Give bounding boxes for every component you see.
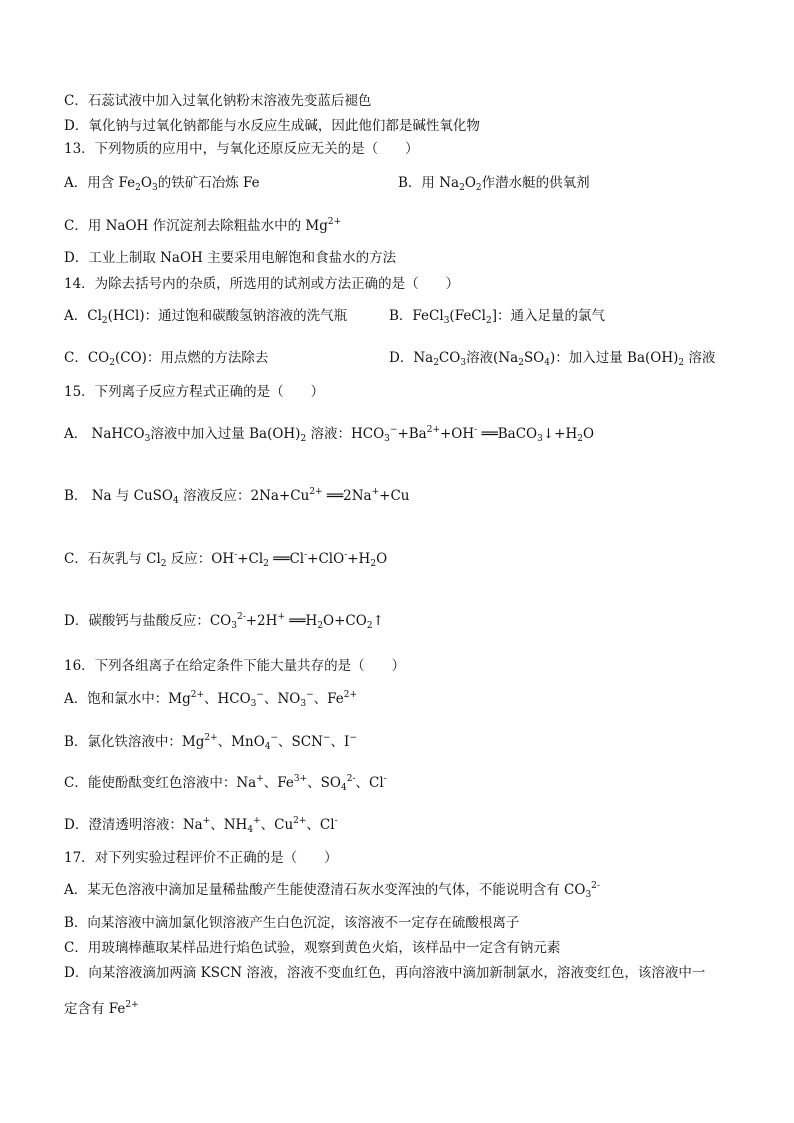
- text-segment: 2+: [327, 217, 342, 227]
- text-segment: C．石蕊试液中加入过氧化钠粉末溶液先变蓝后褪色: [64, 93, 372, 109]
- text-segment: +: [277, 612, 285, 622]
- text-segment: D．Na: [389, 350, 434, 366]
- line-q13d: [64, 249, 396, 267]
- text-segment: 2: [160, 559, 167, 569]
- text-segment: +Ba: [397, 426, 427, 442]
- line-text: [64, 1001, 139, 1017]
- text-segment: 2: [459, 183, 465, 193]
- line-q17b: [64, 914, 519, 932]
- line-q17d: [64, 964, 705, 982]
- line-q17c: [64, 939, 560, 957]
- line-text: [64, 276, 459, 292]
- text-segment: 作潜水艇的供氧剂: [481, 175, 590, 191]
- line-q13a-option-right: [398, 174, 590, 192]
- text-segment: 2: [485, 316, 492, 326]
- text-segment: 、NH: [210, 817, 248, 833]
- text-segment: +ClO: [307, 551, 345, 567]
- text-segment: B．用 Na: [398, 175, 460, 191]
- line-text: [64, 118, 480, 134]
- text-segment: 2: [135, 183, 141, 193]
- text-segment: 、Fe: [263, 775, 294, 791]
- text-segment: 2-: [591, 881, 600, 891]
- text-segment: 4: [264, 742, 271, 752]
- text-segment: C．能使酚酞变红色溶液中：Na: [64, 775, 257, 791]
- text-segment: 、SCN: [278, 734, 323, 750]
- text-segment: A． NaHCO: [64, 426, 145, 442]
- text-segment: 2: [101, 316, 108, 326]
- text-segment: 2+: [190, 690, 204, 700]
- text-segment: ══H: [284, 613, 318, 629]
- text-segment: 、Fe: [313, 691, 344, 707]
- text-segment: ↓+H: [542, 426, 578, 442]
- text-segment: 2: [577, 434, 583, 444]
- line-q17: [64, 849, 338, 867]
- line-text: [64, 915, 519, 931]
- text-segment: A．饱和氯水中：Mg: [64, 691, 191, 707]
- text-segment: +2H: [245, 613, 278, 629]
- text-segment: 、I: [330, 734, 350, 750]
- line-text: [64, 734, 357, 750]
- text-segment: A．某无色溶液中滴加足量稀盐酸产生能使澄清石灰水变浑浊的气体，不能说明含有 CO: [64, 882, 586, 898]
- text-segment: −: [322, 733, 331, 743]
- text-segment: A．Cl: [64, 308, 102, 324]
- text-segment: 的铁矿石冶炼 Fe: [157, 175, 260, 191]
- text-segment: B．FeCl: [389, 308, 444, 324]
- text-segment: 3: [443, 316, 450, 326]
- line-q16d: [64, 816, 338, 834]
- text-segment: D．碳酸钙与盐酸反应：CO: [64, 613, 232, 629]
- text-segment: +H: [347, 551, 371, 567]
- line-text: [64, 613, 384, 629]
- text-segment: A．用含 Fe: [64, 175, 136, 191]
- text-segment: 、Cl: [306, 817, 335, 833]
- line-q16b: [64, 733, 357, 751]
- text-segment: 定含有 Fe: [64, 1001, 126, 1017]
- text-segment: B．向某溶液中滴加氯化钡溶液产生白色沉淀，该溶液不一定存在硫酸根离子: [64, 915, 520, 931]
- text-segment: CO: [438, 350, 461, 366]
- text-segment: O: [583, 426, 595, 442]
- text-segment: 3: [585, 890, 592, 900]
- text-segment: 2+: [125, 1000, 139, 1010]
- text-segment: SO: [523, 350, 545, 366]
- text-segment: 溶液: [684, 350, 716, 366]
- text-segment: 4: [340, 783, 347, 793]
- text-segment: 2: [300, 434, 307, 444]
- text-segment: 3: [300, 699, 307, 709]
- text-segment: 3: [231, 621, 237, 631]
- line-q16: [64, 657, 405, 675]
- text-segment: 2: [518, 358, 524, 368]
- line-text: [64, 551, 387, 567]
- line-text: [64, 141, 419, 157]
- text-segment: 3+: [293, 774, 308, 784]
- line-q12c: [64, 92, 371, 110]
- text-segment: −: [306, 690, 314, 700]
- text-segment: ↑: [372, 613, 384, 629]
- text-segment: (CO)：用点燃的方法除去: [114, 350, 269, 366]
- line-text: [64, 850, 338, 866]
- text-segment: O+CO: [323, 613, 367, 629]
- line-q15a: [64, 425, 594, 443]
- line-text: [64, 175, 260, 191]
- text-segment: −: [256, 690, 264, 700]
- text-segment: 3: [460, 358, 467, 368]
- text-segment: 、Cu: [260, 817, 294, 833]
- line-text: [64, 250, 396, 266]
- text-segment: 、Cl: [355, 775, 384, 791]
- text-segment: 3: [384, 434, 390, 444]
- text-segment: 2: [370, 559, 377, 569]
- text-segment: +OH: [440, 426, 475, 442]
- text-segment: 3: [250, 699, 257, 709]
- text-segment: 2+: [309, 487, 323, 497]
- text-segment: -: [344, 550, 348, 560]
- text-segment: B． Na 与 CuSO: [64, 488, 173, 504]
- line-q15: [64, 383, 324, 401]
- text-segment: 2: [263, 559, 269, 569]
- text-segment: C．用玻璃棒蘸取某样品进行焰色试验，观察到黄色火焰，该样品中一定含有钠元素: [64, 940, 561, 956]
- text-segment: 2+: [204, 733, 218, 743]
- text-segment: B．氯化铁溶液中：Mg: [64, 734, 205, 750]
- text-segment: ]：通入足量的氯气: [491, 308, 605, 324]
- text-segment: +Cu: [379, 488, 410, 504]
- text-segment: 溶液中加入过量 Ba(OH): [150, 426, 301, 442]
- text-segment: +: [202, 816, 211, 826]
- line-q14a: [64, 307, 347, 325]
- text-segment: 2: [109, 358, 115, 368]
- text-segment: +: [256, 774, 264, 784]
- line-q15d: [64, 612, 384, 630]
- text-segment: 4: [544, 358, 550, 368]
- line-text: [64, 965, 705, 981]
- text-segment: 16．下列各组离子在给定条件下能大量共存的是（ ）: [64, 658, 406, 674]
- text-segment: +Cl: [237, 551, 264, 567]
- text-segment: 4: [247, 825, 254, 835]
- text-segment: 、NO: [263, 691, 301, 707]
- text-segment: C．用 NaOH 作沉淀剂去除粗盐水中的 Mg: [64, 218, 328, 234]
- text-segment: D．澄清透明溶液：Na: [64, 817, 203, 833]
- line-text: [64, 350, 268, 366]
- line-text: [64, 658, 405, 674]
- line-q17d2: [64, 1000, 139, 1018]
- line-q15b: [64, 487, 409, 505]
- line-text: [64, 940, 560, 956]
- text-segment: C．石灰乳与 Cl: [64, 551, 161, 567]
- text-segment: )：加入过量 Ba(OH): [550, 350, 679, 366]
- text-segment: 2+: [293, 816, 307, 826]
- text-segment: 2-: [346, 774, 356, 784]
- text-segment: -: [334, 816, 338, 826]
- text-segment: 溶液：HCO: [306, 426, 385, 442]
- text-segment: 2: [317, 621, 324, 631]
- text-segment: -: [383, 774, 387, 784]
- text-segment: 14．为除去括号内的杂质，所选用的试剂或方法正确的是（ ）: [64, 276, 460, 292]
- line-q16c: [64, 774, 387, 792]
- text-segment: 15．下列离子反应方程式正确的是（ ）: [64, 384, 325, 400]
- text-segment: -: [234, 550, 238, 560]
- text-segment: C．CO: [64, 350, 110, 366]
- text-segment: 2+: [426, 425, 440, 435]
- text-segment: +: [371, 487, 380, 497]
- line-q12d: [64, 117, 480, 135]
- text-segment: D．向某溶液滴加两滴 KSCN 溶液，溶液不变血红色，再向溶液中滴加新制氯水，溶液变红色，该溶液中一: [64, 965, 706, 981]
- line-text: [64, 775, 387, 791]
- text-segment: D．氧化钠与过氧化钠都能与水反应生成碱，因此他们都是碱性氧化物: [64, 118, 480, 134]
- text-segment: 、HCO: [204, 691, 251, 707]
- line-text: [64, 93, 371, 109]
- text-segment: 、SO: [307, 775, 341, 791]
- text-segment: 3: [537, 434, 543, 444]
- text-segment: D．工业上制取 NaOH 主要采用电解饱和食盐水的方法: [64, 250, 397, 266]
- text-segment: O: [140, 175, 152, 191]
- text-segment: (FeCl: [449, 308, 486, 324]
- text-segment: 反应：OH: [166, 551, 235, 567]
- line-text: [64, 426, 594, 442]
- text-segment: 2: [475, 183, 482, 193]
- text-segment: −: [270, 733, 279, 743]
- line-q14c: [64, 349, 268, 367]
- text-segment: 溶液反应：2Na+Cu: [178, 488, 310, 504]
- text-segment: O: [464, 175, 476, 191]
- line-q13a: [64, 174, 260, 192]
- line-text: [64, 882, 600, 898]
- text-segment: -: [474, 425, 478, 435]
- text-segment: −: [389, 425, 398, 435]
- text-segment: 2: [433, 358, 439, 368]
- line-text: [64, 218, 341, 234]
- line-q14: [64, 275, 459, 293]
- line-text: [64, 817, 338, 833]
- text-segment: ══BaCO: [477, 426, 538, 442]
- line-q15c: [64, 550, 387, 568]
- line-q17a: [64, 881, 600, 899]
- line-text: [64, 691, 357, 707]
- text-segment: 4: [173, 496, 179, 506]
- text-segment: (HCl)：通过饱和碳酸氢钠溶液的洗气瓶: [107, 308, 348, 324]
- text-segment: 2: [366, 621, 373, 631]
- line-text: [64, 308, 347, 324]
- text-segment: 2-: [236, 612, 246, 622]
- text-segment: 、MnO: [217, 734, 265, 750]
- text-segment: 3: [151, 183, 158, 193]
- line-q13: [64, 140, 419, 158]
- line-q14c-option-right: [389, 349, 715, 367]
- line-text: [64, 384, 324, 400]
- text-segment: -: [304, 550, 308, 560]
- text-segment: 13．下列物质的应用中，与氧化还原反应无关的是（ ）: [64, 141, 419, 157]
- text-segment: +: [253, 816, 261, 826]
- line-q14a-option-right: [389, 307, 605, 325]
- line-q13c: [64, 217, 341, 235]
- text-segment: 2: [678, 358, 685, 368]
- text-segment: 2+: [343, 690, 358, 700]
- text-segment: −: [349, 733, 357, 743]
- text-segment: 溶液(Na: [466, 350, 519, 366]
- text-segment: O: [376, 551, 388, 567]
- text-segment: 17．对下列实验过程评价不正确的是（ ）: [64, 850, 338, 866]
- text-segment: ══Cl: [268, 551, 305, 567]
- line-q16a: [64, 690, 357, 708]
- text-segment: ══2Na: [322, 488, 372, 504]
- text-segment: 3: [144, 434, 151, 444]
- line-text: [64, 488, 409, 504]
